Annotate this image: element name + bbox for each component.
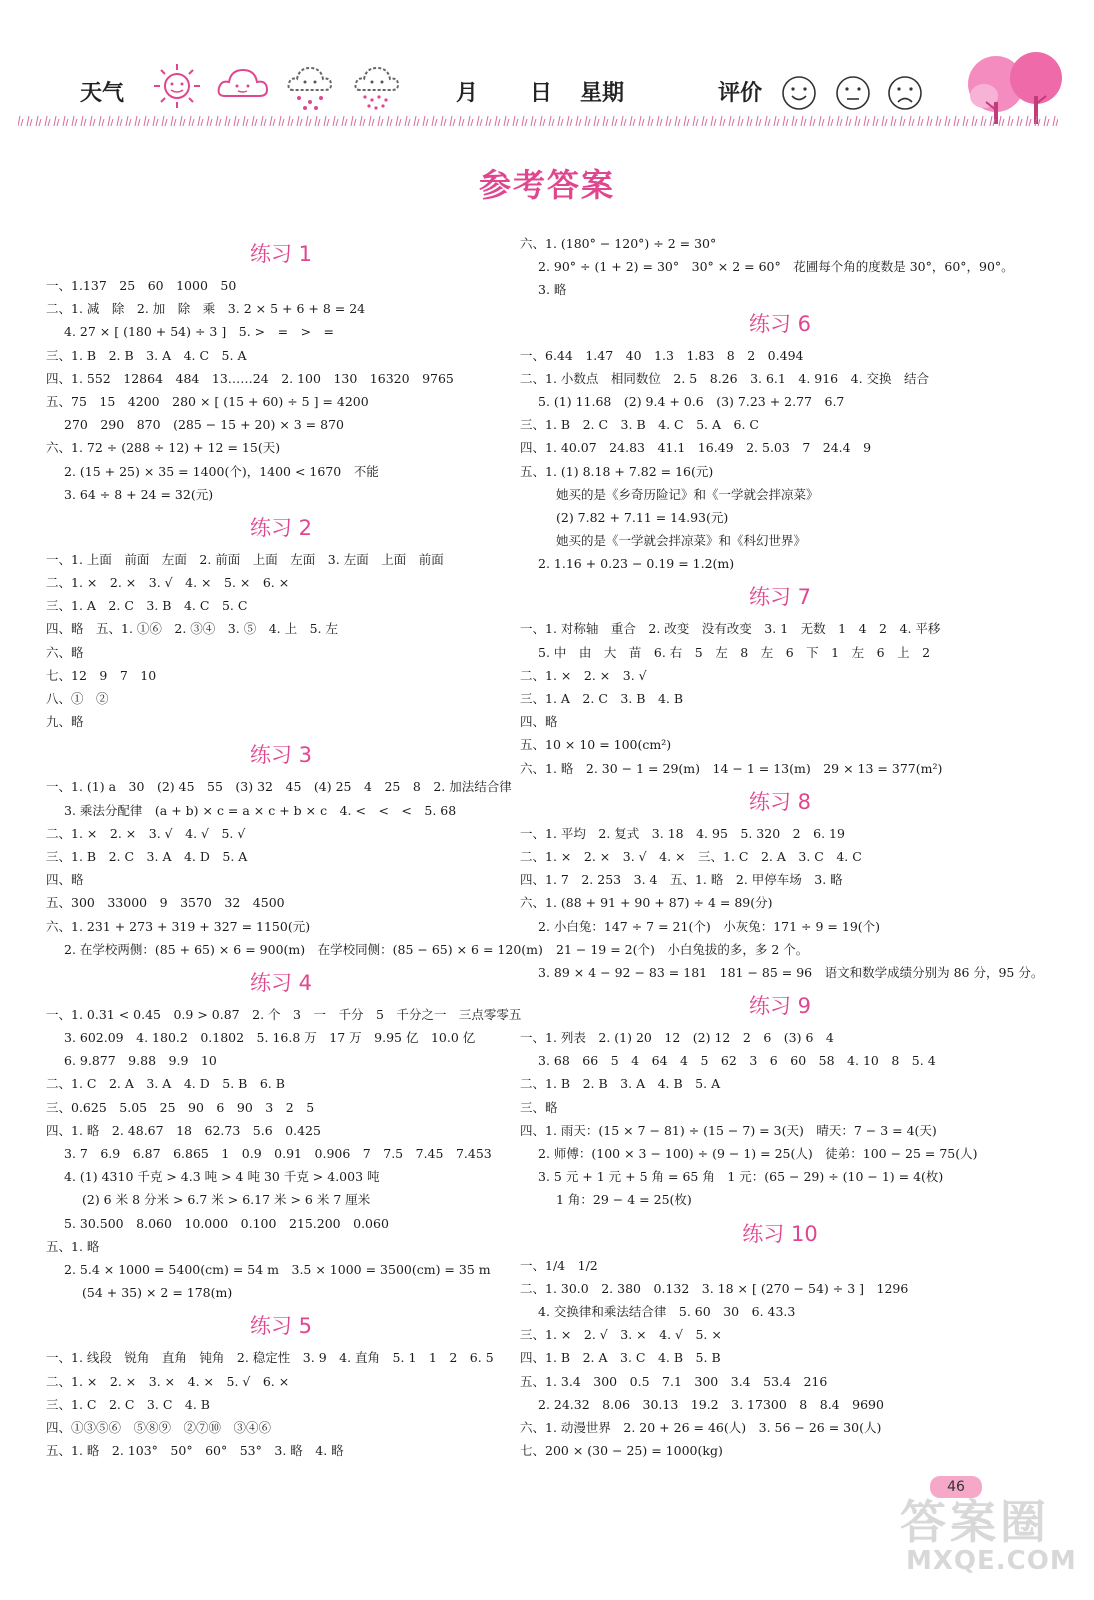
sad-face-icon[interactable]	[886, 74, 924, 112]
answer-line: 三、1. C 2. C 3. C 4. B	[46, 1396, 210, 1412]
section-title: 练习 5	[249, 1314, 313, 1339]
section-title: 练习 6	[748, 311, 812, 336]
cloud-icon	[215, 62, 271, 102]
answer-line: 二、1. 减 除 2. 加 除 乘 3. 2 × 5 + 6 + 8 = 24	[46, 301, 366, 317]
answer-line: 六、1. 略 2. 30 − 1 = 29(m) 14 − 1 = 13(m) 29 × 13 = 377(m²)	[520, 760, 943, 776]
answer-line: 二、1. × 2. × 3. √ 4. √ 5. √	[46, 825, 246, 841]
watermark-url-text: MXQE.COM	[906, 1546, 1077, 1576]
answer-line: 2. 90° ÷ (1 + 2) = 30° 30° × 2 = 60° 花圃每个角的度数是 30°，60°，90°。	[538, 259, 1014, 275]
answer-line: 一、1. 线段 锐角 直角 钝角 2. 稳定性 3. 9 4. 直角 5. 1 1 2 6. 5	[46, 1350, 494, 1366]
answer-line: 一、1. (1) a 30 (2) 45 55 (3) 32 45 (4) 25 4 25 8 2. 加法结合律	[46, 779, 512, 795]
rain-cloud-icon	[285, 62, 335, 112]
answer-line: 5. 中 由 大 苗 6. 右 5 左 8 左 6 下 1 左 6 上 2	[538, 644, 931, 660]
page-number: 46	[930, 1476, 982, 1498]
answer-line: 七、200 × (30 − 25) = 1000(kg)	[520, 1443, 723, 1459]
answer-line: 一、6.44 1.47 40 1.3 1.83 8 2 0.494	[520, 347, 804, 363]
page-header	[0, 0, 1094, 140]
answer-line: 2. 24.32 8.06 30.13 19.2 3. 17300 8 8.4 9690	[538, 1396, 884, 1412]
answer-line: 5. (1) 11.68 (2) 9.4 + 0.6 (3) 7.23 + 2.77 6.7	[538, 393, 845, 409]
answer-line: 二、1. 30.0 2. 380 0.132 3. 18 × [ (270 − 54) ÷ 3 ] 1296	[520, 1280, 909, 1296]
answer-line: 五、1. 略	[46, 1238, 100, 1254]
answer-line: 七、12 9 7 10	[46, 667, 157, 683]
answer-line: 八、① ②	[46, 691, 109, 706]
answer-line: 六、略	[46, 644, 84, 660]
answer-line: 六、1. 72 ÷ (288 ÷ 12) + 12 = 15(天)	[46, 440, 281, 456]
answer-line: 3. 68 66 5 4 64 4 5 62 3 6 60 58 4. 10 8 5. 4	[538, 1053, 936, 1069]
answer-line: 四、1. 雨天：(15 × 7 − 81) ÷ (15 − 7) = 3(天) 晴天：7 − 3 = 4(天)	[520, 1122, 937, 1138]
answer-line: 九、略	[46, 714, 84, 730]
answer-line: 五、1. 略 2. 103° 50° 60° 53° 3. 略 4. 略	[46, 1443, 344, 1459]
answer-line: 2. 在学校两侧：(85 + 65) × 6 = 900(m) 在学校同侧：(85 − 65) × 6 = 120(m)	[64, 941, 543, 957]
answer-line: 三、略	[520, 1099, 558, 1115]
page-title: 参考答案	[478, 166, 615, 204]
answer-line: 二、1. C 2. A 3. A 4. D 5. B 6. B	[46, 1076, 285, 1092]
section-title: 练习 9	[748, 994, 812, 1019]
watermark	[900, 1486, 1077, 1586]
grass-divider-icon	[18, 112, 1058, 128]
answer-line: 一、1.137 25 60 1000 50	[46, 278, 237, 293]
answer-line: 5. 30.500 8.060 10.000 0.100 215.200 0.060	[64, 1215, 389, 1231]
answer-line: 四、1. 552 12864 484 13……24 2. 100 130 16320 9765	[46, 370, 454, 386]
answer-line: 一、1. 对称轴 重合 2. 改变 没有改变 3. 1 无数 1 4 2 4. 平移	[520, 621, 941, 637]
weather-label: 天气	[80, 81, 125, 106]
answer-line: 她买的是《一学就会拌凉菜》和《科幻世界》	[556, 533, 807, 549]
day-label: 日	[530, 81, 553, 106]
happy-face-icon[interactable]	[780, 74, 818, 112]
answer-line: 五、75 15 4200 280 × [ (15 + 60) ÷ 5 ] = 4200	[46, 393, 369, 409]
answer-line: 3. 略	[538, 282, 567, 298]
answer-line: 三、0.625 5.05 25 90 6 90 3 2 5	[46, 1099, 315, 1115]
answer-line: 三、1. A 2. C 3. B 4. C 5. C	[46, 598, 248, 614]
answer-line: 4. 交换律和乘法结合律 5. 60 30 6. 43.3	[538, 1303, 796, 1319]
answer-line: (2) 6 米 8 分米 > 6.7 米 > 6.17 米 > 6 米 7 厘米	[82, 1192, 371, 1208]
answer-line: 三、1. B 2. C 3. B 4. C 5. A 6. C	[520, 417, 759, 433]
answer-line: 四、1. 7 2. 253 3. 4 五、1. 略 2. 甲停车场 3. 略	[520, 872, 843, 888]
answer-line: 一、1/4 1/2	[520, 1257, 598, 1273]
answer-line: 四、1. 40.07 24.83 41.1 16.49 2. 5.03 7 24.4 9	[520, 440, 872, 456]
answer-line: 三、1. × 2. √ 3. × 4. √ 5. ×	[520, 1327, 722, 1343]
answer-line: 二、1. B 2. B 3. A 4. B 5. A	[520, 1076, 721, 1092]
answer-line: 一、1. 平均 2. 复式 3. 18 4. 95 5. 320 2 6. 19	[520, 825, 845, 841]
answer-line: 五、1. 3.4 300 0.5 7.1 300 3.4 53.4 216	[520, 1373, 828, 1389]
section-title: 练习 2	[249, 515, 313, 540]
answer-line: 一、1. 列表 2. (1) 20 12 (2) 12 2 6 (3) 6 4	[520, 1030, 834, 1046]
answer-line: 六、1. (180° − 120°) ÷ 2 = 30°	[520, 236, 717, 251]
answer-line: (54 + 35) × 2 = 178(m)	[82, 1285, 233, 1301]
sun-icon	[150, 62, 204, 108]
answer-line: 3. 乘法分配律 (a + b) × c = a × c + b × c 4. < < < 5. 68	[64, 802, 457, 818]
answer-line: 五、300 33000 9 3570 32 4500	[46, 895, 285, 911]
section-title: 练习 8	[748, 789, 812, 814]
answer-line: 3. 64 ÷ 8 + 24 = 32(元)	[64, 486, 214, 502]
answer-line: 2. 小白兔：147 ÷ 7 = 21(个) 小灰兔：171 ÷ 9 = 19(个)	[538, 918, 881, 934]
answer-line: 二、1. 小数点 相同数位 2. 5 8.26 3. 6.1 4. 916 4. 交换 结合	[520, 370, 930, 386]
answer-line: 六、1. 动漫世界 2. 20 + 26 = 46(人) 3. 56 − 26 = 30(人)	[520, 1419, 882, 1435]
answer-line: 二、1. × 2. × 3. √ 4. × 三、1. C 2. A 3. C 4. C	[520, 848, 862, 864]
answer-line: 3. 89 × 4 − 92 − 83 = 181 181 − 85 = 96 语文和数学成绩分别为 86 分，95 分。	[538, 964, 1044, 980]
eval-label: 评价	[718, 81, 763, 106]
watermark-logo-text: 答案圈	[900, 1495, 1050, 1549]
month-label: 月	[456, 81, 479, 106]
answer-line: 3. 602.09 4. 180.2 0.1802 5. 16.8 万 17 万 9.95 亿 10.0 亿	[64, 1030, 476, 1046]
answer-line: 一、1. 上面 前面 左面 2. 前面 上面 左面 3. 左面 上面 前面	[46, 551, 444, 567]
answer-line: 4. 27 × [ (180 + 54) ÷ 3 ] 5. > = > =	[64, 324, 335, 340]
section-title: 练习 7	[748, 585, 812, 610]
answer-line: 六、1. 231 + 273 + 319 + 327 = 1150(元)	[46, 918, 311, 934]
answer-line: 1 角：29 − 4 = 25(枚)	[556, 1192, 692, 1208]
snow-cloud-icon	[352, 62, 402, 112]
answer-line: 二、1. × 2. × 3. √ 4. × 5. × 6. ×	[46, 575, 290, 591]
answer-line: 2. 师傅：(100 × 3 − 100) ÷ (9 − 1) = 25(人) 徒弟：100 − 25 = 75(人)	[538, 1146, 978, 1161]
answer-line: 6. 9.877 9.88 9.9 10	[64, 1053, 217, 1069]
answer-line: 2. (15 + 25) × 35 = 1400(个)，1400 < 1670 不能	[64, 463, 379, 479]
neutral-face-icon[interactable]	[834, 74, 872, 112]
answer-line: 2. 5.4 × 1000 = 5400(cm) = 54 m 3.5 × 1000 = 3500(cm) = 35 m	[64, 1261, 491, 1277]
answer-line: 五、10 × 10 = 100(cm²)	[520, 737, 672, 753]
answer-line: 四、1. B 2. A 3. C 4. B 5. B	[520, 1350, 721, 1366]
answer-line: 四、略	[46, 872, 84, 888]
answer-line: 270 290 870 (285 − 15 + 20) × 3 = 870	[64, 417, 344, 433]
answer-line: 2. 1.16 + 0.23 − 0.19 = 1.2(m)	[538, 556, 735, 572]
answer-line: 三、1. B 2. B 3. A 4. C 5. A	[46, 347, 247, 363]
answer-line: 4. (1) 4310 千克 > 4.3 吨 > 4 吨 30 千克 > 4.003 吨	[64, 1169, 380, 1185]
answer-line: 四、略 五、1. ①⑥ 2. ③④ 3. ⑤ 4. 上 5. 左	[46, 621, 338, 637]
answer-line: (2) 7.82 + 7.11 = 14.93(元)	[556, 509, 729, 525]
answer-line: 二、1. × 2. × 3. √	[520, 667, 647, 683]
answer-line: 她买的是《乡奇历险记》和《一学就会拌凉菜》	[556, 486, 819, 502]
right-column-intro	[520, 232, 1040, 302]
section-title: 练习 1	[249, 242, 313, 266]
answer-line: 3. 5 元 + 1 元 + 5 角 = 65 角 1 元：(65 − 29) ÷ (10 − 1) = 4(枚)	[538, 1169, 944, 1185]
answer-line: 三、1. B 2. C 3. A 4. D 5. A	[46, 848, 248, 864]
answer-line: 六、1. (88 + 91 + 90 + 87) ÷ 4 = 89(分)	[520, 895, 773, 911]
right-column	[520, 232, 1044, 1462]
answer-line: 3. 7 6.9 6.87 6.865 1 0.9 0.91 0.906 7 7.5 7.45 7.453	[64, 1146, 492, 1161]
answer-line: 四、①③⑤⑥ ⑤⑧⑨ ②⑦⑩ ③④⑥	[46, 1419, 272, 1435]
section-title: 练习 10	[742, 1221, 818, 1246]
answer-line: 一、1. 0.31 < 0.45 0.9 > 0.87 2. 个 3 一 千分 5 千分之一 三点零零五	[46, 1006, 522, 1022]
answer-line: 四、略	[520, 714, 558, 730]
section-title: 练习 3	[249, 743, 313, 768]
answer-line: 二、1. × 2. × 3. × 4. × 5. √ 6. ×	[46, 1373, 290, 1389]
answer-line: 四、1. 略 2. 48.67 18 62.73 5.6 0.425	[46, 1122, 321, 1138]
answer-line: 21 − 19 = 2(个) 小白兔拔的多，多 2 个。	[556, 941, 809, 957]
answer-line: 三、1. A 2. C 3. B 4. B	[520, 691, 684, 706]
section-title: 练习 4	[249, 970, 313, 995]
answer-line: 五、1. (1) 8.18 + 7.82 = 16(元)	[520, 463, 714, 479]
week-label: 星期	[580, 81, 625, 106]
